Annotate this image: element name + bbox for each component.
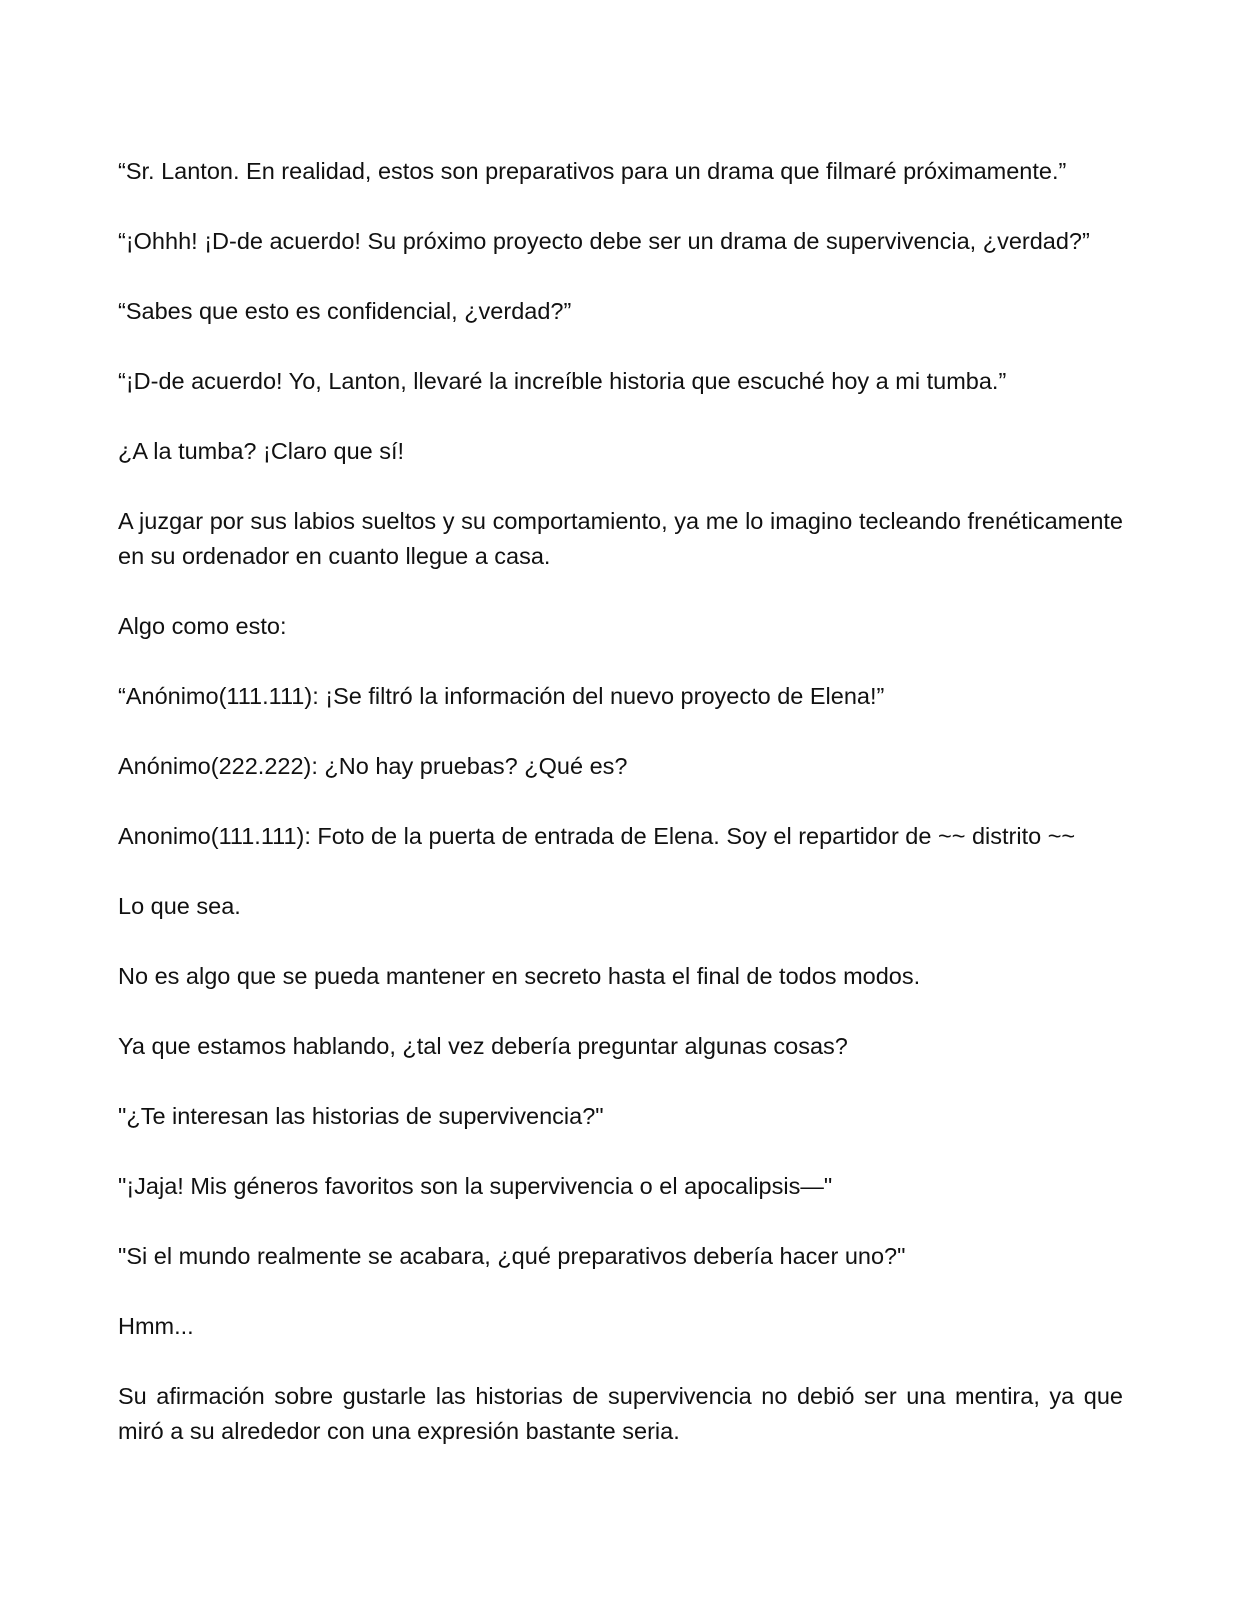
paragraph-7: Algo como esto: bbox=[118, 613, 287, 639]
document-page bbox=[118, 154, 1123, 1449]
paragraph-15: "¡Jaja! Mis géneros favoritos son la supervivencia o el apocalipsis—" bbox=[118, 1173, 833, 1199]
paragraph-5: ¿A la tumba? ¡Claro que sí! bbox=[118, 438, 405, 464]
paragraph-10: Anonimo(111.111): Foto de la puerta de entrada de Elena. Soy el repartidor de ~~ distrito ~~ bbox=[118, 823, 1076, 849]
paragraph-8: “Anónimo(111.111): ¡Se filtró la información del nuevo proyecto de Elena!” bbox=[118, 683, 885, 709]
paragraph-13: Ya que estamos hablando, ¿tal vez debería preguntar algunas cosas? bbox=[118, 1033, 848, 1059]
paragraph-12: No es algo que se pueda mantener en secreto hasta el final de todos modos. bbox=[118, 963, 921, 989]
paragraph-14: "¿Te interesan las historias de supervivencia?" bbox=[118, 1103, 604, 1129]
paragraph-1: “Sr. Lanton. En realidad, estos son preparativos para un drama que filmaré próximamente.” bbox=[118, 158, 1067, 184]
paragraph-6: A juzgar por sus labios sueltos y su comportamiento, ya me lo imagino tecleando frenéticamente en su ordenador en cuanto llegue a casa. bbox=[118, 508, 1123, 569]
paragraph-11: Lo que sea. bbox=[118, 893, 241, 919]
paragraph-18: Su afirmación sobre gustarle las historias de supervivencia no debió ser una mentira, ya que miró a su alrededor con una expresión bastante seria. bbox=[118, 1383, 1123, 1444]
paragraph-9: Anónimo(222.222): ¿No hay pruebas? ¿Qué es? bbox=[118, 753, 628, 779]
paragraph-2: “¡Ohhh! ¡D-de acuerdo! Su próximo proyecto debe ser un drama de supervivencia, ¿verdad?” bbox=[118, 228, 1090, 254]
paragraph-4: “¡D-de acuerdo! Yo, Lanton, llevaré la increíble historia que escuché hoy a mi tumba.” bbox=[118, 368, 1007, 394]
paragraph-3: “Sabes que esto es confidencial, ¿verdad?” bbox=[118, 298, 572, 324]
paragraph-17: Hmm... bbox=[118, 1313, 194, 1339]
paragraph-16: "Si el mundo realmente se acabara, ¿qué preparativos debería hacer uno?" bbox=[118, 1243, 906, 1269]
